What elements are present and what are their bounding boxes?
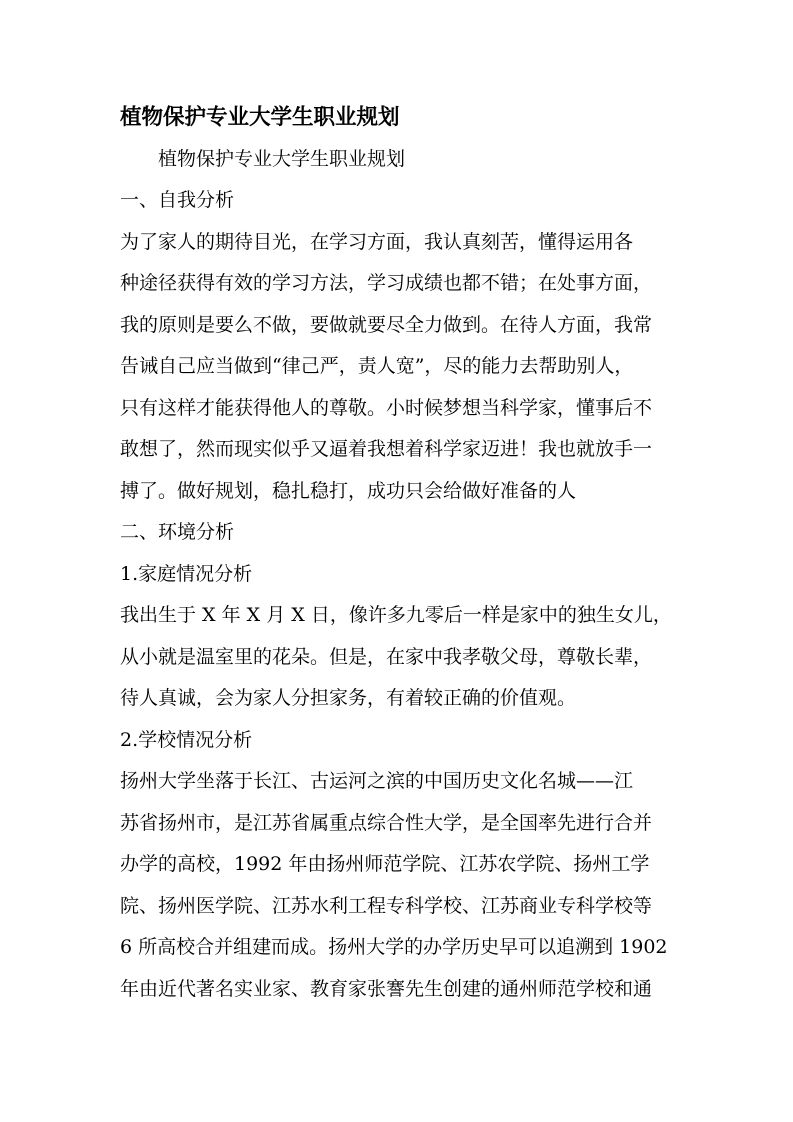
paragraph-line: 年由近代著名实业家、教育家张謇先生创建的通州师范学校和通 [120,978,653,1000]
paragraph-line: 二、环境分析 [120,521,235,543]
paragraph-line: 苏省扬州市，是江苏省属重点综合性大学，是全国率先进行合并 [120,812,653,834]
paragraph-line: 搏了。做好规划，稳扎稳打，成功只会给做好准备的人 [120,480,577,502]
paragraph-line: 2.学校情况分析 [120,729,253,751]
paragraph-line: 扬州大学坐落于长江、古运河之滨的中国历史文化名城——江 [120,770,634,792]
paragraph-line: 从小就是温室里的花朵。但是，在家中我孝敬父母，尊敬长辈， [120,646,653,668]
paragraph-line: 我出生于 X 年 X 月 X 日，像许多九零后一样是家中的独生女儿， [120,604,672,626]
paragraph-line: 植物保护专业大学生职业规划 [120,148,406,170]
paragraph-line: 待人真诚，会为家人分担家务，有着较正确的价值观。 [120,687,577,709]
paragraph-line: 告诫自己应当做到“律己严，责人宽”，尽的能力去帮助别人， [120,355,634,377]
paragraph-line: 为了家人的期待目光，在学习方面，我认真刻苦，懂得运用各 [120,231,634,253]
document-title: 植物保护专业大学生职业规划 [120,105,400,130]
paragraph-line: 一、自我分析 [120,189,235,211]
paragraph-line: 6 所高校合并组建而成。扬州大学的办学历史早可以追溯到 1902 [120,936,668,958]
paragraph-line: 种途径获得有效的学习方法，学习成绩也都不错；在处事方面， [120,272,653,294]
paragraph-line: 院、扬州医学院、江苏水利工程专科学校、江苏商业专科学校等 [120,895,653,917]
paragraph-line: 我的原则是要么不做，要做就要尽全力做到。在待人方面，我常 [120,314,653,336]
paragraph-line: 敢想了，然而现实似乎又逼着我想着科学家迈进！我也就放手一 [120,438,653,460]
paragraph-line: 办学的高校，1992 年由扬州师范学院、江苏农学院、扬州工学 [120,853,650,875]
paragraph-line: 只有这样才能获得他人的尊敬。小时候梦想当科学家，懂事后不 [120,397,653,419]
paragraph-line: 1.家庭情况分析 [120,563,253,585]
